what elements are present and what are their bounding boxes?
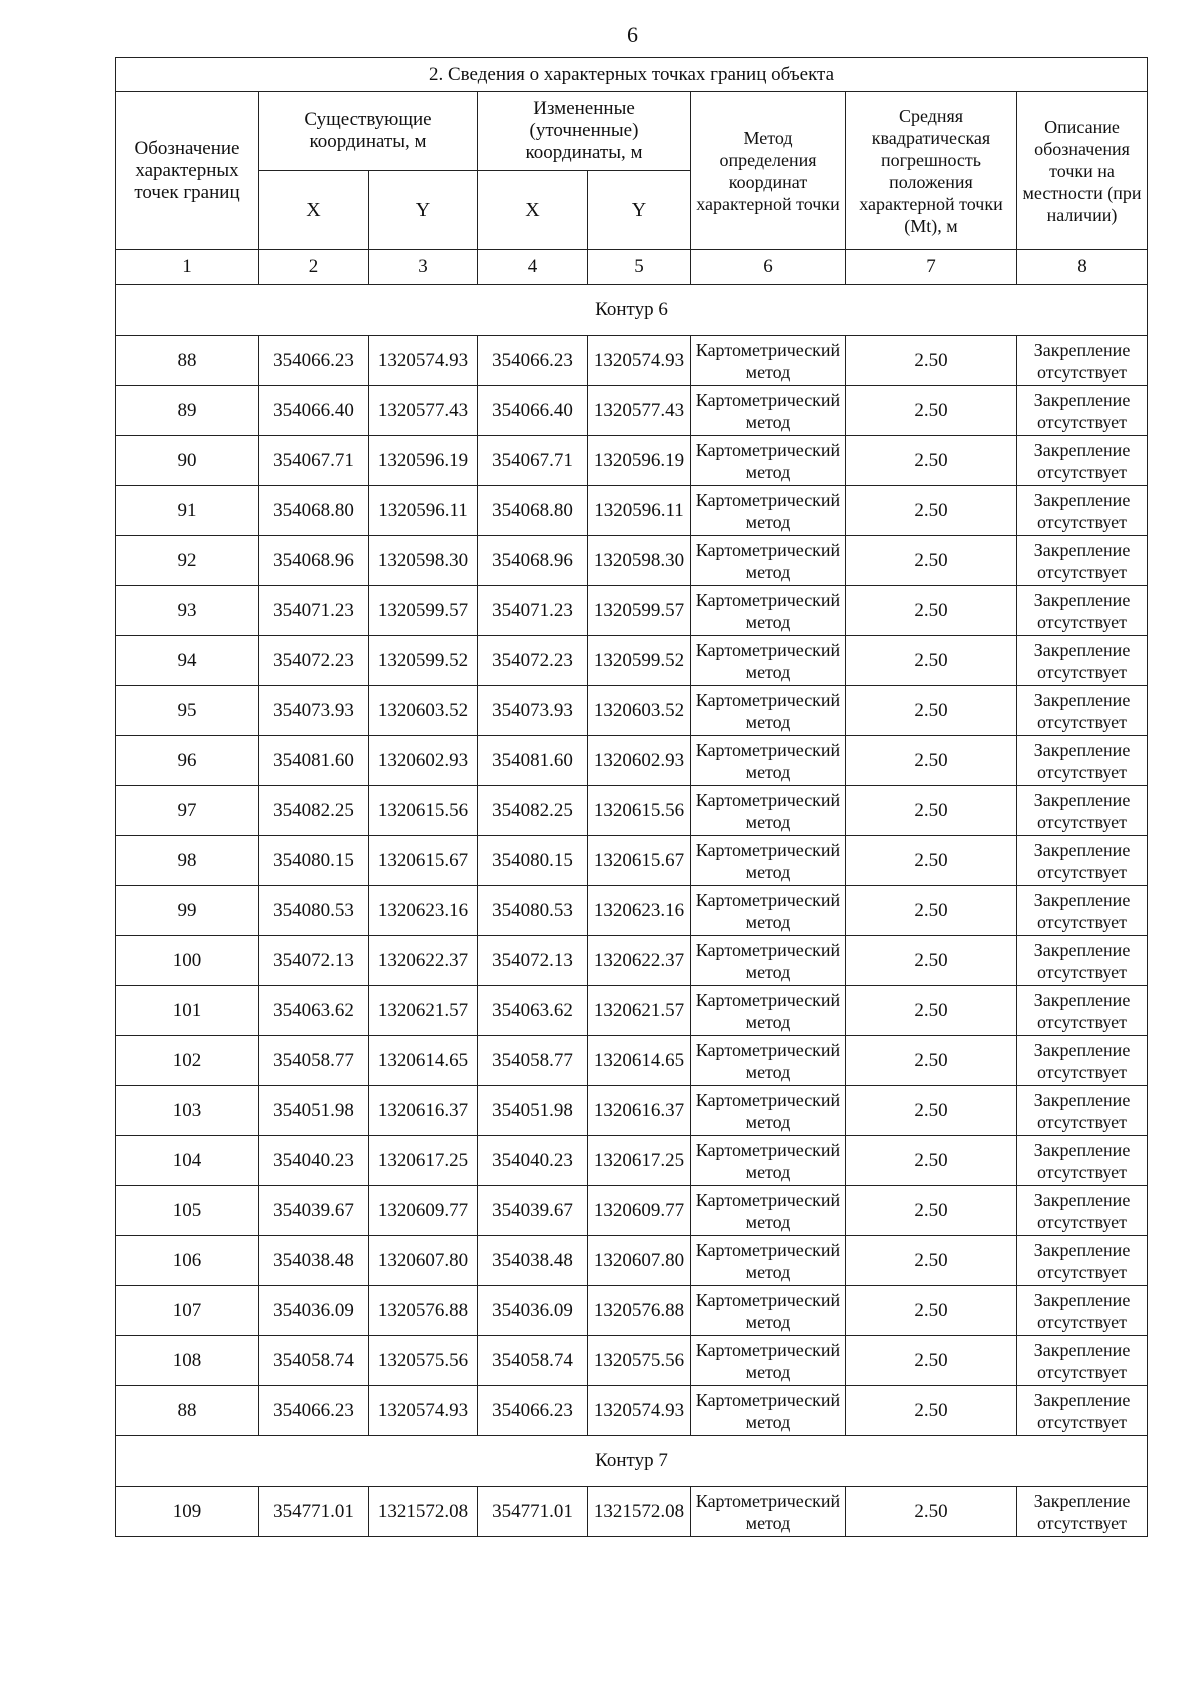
table-row	[116, 836, 1148, 886]
header-description: Описание обозначения точки на местности (при наличии)	[1017, 92, 1148, 250]
existing-y: 1320622.37	[369, 936, 478, 986]
table-row	[116, 1336, 1148, 1386]
table-row	[116, 986, 1148, 1036]
existing-x: 354081.60	[259, 736, 369, 786]
description-cell: Закрепление отсутствует	[1017, 336, 1148, 386]
description-cell: Закрепление отсутствует	[1017, 1186, 1148, 1236]
method-cell: Картометрический метод	[691, 1386, 846, 1436]
existing-x: 354080.15	[259, 836, 369, 886]
table-row	[116, 686, 1148, 736]
changed-x: 354066.23	[478, 336, 588, 386]
changed-x: 354080.15	[478, 836, 588, 886]
point-number: 99	[116, 886, 259, 936]
method-cell: Картометрический метод	[691, 936, 846, 986]
existing-y: 1320596.11	[369, 486, 478, 536]
existing-x: 354068.96	[259, 536, 369, 586]
existing-y: 1320596.19	[369, 436, 478, 486]
point-number: 92	[116, 536, 259, 586]
existing-y: 1320576.88	[369, 1286, 478, 1336]
table-row	[116, 1236, 1148, 1286]
existing-y: 1320615.56	[369, 786, 478, 836]
description-cell: Закрепление отсутствует	[1017, 636, 1148, 686]
method-cell: Картометрический метод	[691, 1487, 846, 1537]
method-cell: Картометрический метод	[691, 786, 846, 836]
changed-x: 354068.96	[478, 536, 588, 586]
header-point-designation: Обозначение характерных точек границ	[116, 92, 259, 250]
method-cell: Картометрический метод	[691, 1036, 846, 1086]
description-cell: Закрепление отсутствует	[1017, 1286, 1148, 1336]
point-number: 105	[116, 1186, 259, 1236]
table-row	[116, 386, 1148, 436]
method-cell: Картометрический метод	[691, 1186, 846, 1236]
method-cell: Картометрический метод	[691, 1286, 846, 1336]
existing-y: 1320603.52	[369, 686, 478, 736]
point-number: 107	[116, 1286, 259, 1336]
existing-x: 354066.40	[259, 386, 369, 436]
changed-x: 354080.53	[478, 886, 588, 936]
existing-y: 1320621.57	[369, 986, 478, 1036]
table-title: 2. Сведения о характерных точках границ объекта	[116, 58, 1148, 92]
description-cell: Закрепление отсутствует	[1017, 1086, 1148, 1136]
point-number: 102	[116, 1036, 259, 1086]
accuracy-cell: 2.50	[846, 1386, 1017, 1436]
method-cell: Картометрический метод	[691, 486, 846, 536]
changed-y: 1320599.57	[588, 586, 691, 636]
column-number: 5	[588, 250, 691, 285]
accuracy-cell: 2.50	[846, 886, 1017, 936]
existing-y: 1320607.80	[369, 1236, 478, 1286]
existing-x: 354068.80	[259, 486, 369, 536]
point-number: 103	[116, 1086, 259, 1136]
description-cell: Закрепление отсутствует	[1017, 1487, 1148, 1537]
table-row	[116, 886, 1148, 936]
existing-x: 354066.23	[259, 1386, 369, 1436]
header-existing-y: Y	[369, 171, 478, 250]
header-existing-coords: Существующие координаты, м	[259, 92, 478, 171]
description-cell: Закрепление отсутствует	[1017, 686, 1148, 736]
existing-x: 354072.23	[259, 636, 369, 686]
column-number: 2	[259, 250, 369, 285]
accuracy-cell: 2.50	[846, 836, 1017, 886]
changed-y: 1320609.77	[588, 1186, 691, 1236]
description-cell: Закрепление отсутствует	[1017, 936, 1148, 986]
existing-x: 354080.53	[259, 886, 369, 936]
changed-x: 354066.40	[478, 386, 588, 436]
accuracy-cell: 2.50	[846, 1336, 1017, 1386]
changed-x: 354058.77	[478, 1036, 588, 1086]
changed-y: 1320576.88	[588, 1286, 691, 1336]
existing-x: 354039.67	[259, 1186, 369, 1236]
table-row	[116, 536, 1148, 586]
accuracy-cell: 2.50	[846, 1286, 1017, 1336]
method-cell: Картометрический метод	[691, 1086, 846, 1136]
description-cell: Закрепление отсутствует	[1017, 1236, 1148, 1286]
changed-y: 1320602.93	[588, 736, 691, 786]
description-cell: Закрепление отсутствует	[1017, 1136, 1148, 1186]
accuracy-cell: 2.50	[846, 686, 1017, 736]
changed-x: 354082.25	[478, 786, 588, 836]
point-number: 94	[116, 636, 259, 686]
accuracy-cell: 2.50	[846, 1086, 1017, 1136]
accuracy-cell: 2.50	[846, 436, 1017, 486]
point-number: 101	[116, 986, 259, 1036]
changed-y: 1320596.19	[588, 436, 691, 486]
existing-y: 1320577.43	[369, 386, 478, 436]
existing-y: 1320602.93	[369, 736, 478, 786]
method-cell: Картометрический метод	[691, 336, 846, 386]
changed-y: 1320615.56	[588, 786, 691, 836]
changed-y: 1320616.37	[588, 1086, 691, 1136]
existing-y: 1320615.67	[369, 836, 478, 886]
changed-y: 1321572.08	[588, 1487, 691, 1537]
existing-y: 1320574.93	[369, 1386, 478, 1436]
changed-y: 1320574.93	[588, 1386, 691, 1436]
coordinates-table	[115, 57, 1148, 1537]
changed-y: 1320623.16	[588, 886, 691, 936]
existing-x: 354072.13	[259, 936, 369, 986]
point-number: 90	[116, 436, 259, 486]
column-number: 3	[369, 250, 478, 285]
existing-x: 354071.23	[259, 586, 369, 636]
table-row	[116, 1086, 1148, 1136]
method-cell: Картометрический метод	[691, 886, 846, 936]
existing-y: 1320599.57	[369, 586, 478, 636]
changed-y: 1320574.93	[588, 336, 691, 386]
description-cell: Закрепление отсутствует	[1017, 1336, 1148, 1386]
method-cell: Картометрический метод	[691, 536, 846, 586]
method-cell: Картометрический метод	[691, 986, 846, 1036]
description-cell: Закрепление отсутствует	[1017, 436, 1148, 486]
header-changed-x: X	[478, 171, 588, 250]
accuracy-cell: 2.50	[846, 1036, 1017, 1086]
changed-x: 354038.48	[478, 1236, 588, 1286]
point-number: 91	[116, 486, 259, 536]
table-row	[116, 1036, 1148, 1086]
method-cell: Картометрический метод	[691, 1136, 846, 1186]
accuracy-cell: 2.50	[846, 536, 1017, 586]
table-row	[116, 1286, 1148, 1336]
accuracy-cell: 2.50	[846, 1136, 1017, 1186]
table-row	[116, 1487, 1148, 1537]
column-number: 4	[478, 250, 588, 285]
method-cell: Картометрический метод	[691, 586, 846, 636]
point-number: 95	[116, 686, 259, 736]
changed-x: 354771.01	[478, 1487, 588, 1537]
table-row	[116, 1386, 1148, 1436]
existing-x: 354063.62	[259, 986, 369, 1036]
point-number: 104	[116, 1136, 259, 1186]
changed-x: 354066.23	[478, 1386, 588, 1436]
changed-y: 1320603.52	[588, 686, 691, 736]
changed-y: 1320617.25	[588, 1136, 691, 1186]
table-row	[116, 1136, 1148, 1186]
description-cell: Закрепление отсутствует	[1017, 536, 1148, 586]
header-method: Метод определения координат характерной точки	[691, 92, 846, 250]
point-number: 100	[116, 936, 259, 986]
changed-x: 354067.71	[478, 436, 588, 486]
changed-x: 354068.80	[478, 486, 588, 536]
header-changed-coords: Измененные (уточненные) координаты, м	[478, 92, 691, 171]
point-number: 88	[116, 1386, 259, 1436]
changed-x: 354058.74	[478, 1336, 588, 1386]
accuracy-cell: 2.50	[846, 1236, 1017, 1286]
existing-x: 354771.01	[259, 1487, 369, 1537]
description-cell: Закрепление отсутствует	[1017, 986, 1148, 1036]
changed-x: 354072.13	[478, 936, 588, 986]
contour-title: Контур 6	[116, 285, 1148, 336]
changed-x: 354036.09	[478, 1286, 588, 1336]
table-row	[116, 786, 1148, 836]
contour-title: Контур 7	[116, 1436, 1148, 1487]
method-cell: Картометрический метод	[691, 1236, 846, 1286]
changed-y: 1320614.65	[588, 1036, 691, 1086]
method-cell: Картометрический метод	[691, 736, 846, 786]
method-cell: Картометрический метод	[691, 386, 846, 436]
description-cell: Закрепление отсутствует	[1017, 1386, 1148, 1436]
accuracy-cell: 2.50	[846, 586, 1017, 636]
existing-y: 1320614.65	[369, 1036, 478, 1086]
changed-y: 1320577.43	[588, 386, 691, 436]
table-row	[116, 486, 1148, 536]
description-cell: Закрепление отсутствует	[1017, 886, 1148, 936]
table-row	[116, 586, 1148, 636]
accuracy-cell: 2.50	[846, 486, 1017, 536]
existing-x: 354038.48	[259, 1236, 369, 1286]
method-cell: Картометрический метод	[691, 1336, 846, 1386]
changed-y: 1320607.80	[588, 1236, 691, 1286]
changed-x: 354040.23	[478, 1136, 588, 1186]
accuracy-cell: 2.50	[846, 786, 1017, 836]
table-row	[116, 336, 1148, 386]
existing-y: 1320617.25	[369, 1136, 478, 1186]
changed-y: 1320621.57	[588, 986, 691, 1036]
point-number: 97	[116, 786, 259, 836]
table-row	[116, 936, 1148, 986]
point-number: 106	[116, 1236, 259, 1286]
existing-y: 1320609.77	[369, 1186, 478, 1236]
point-number: 93	[116, 586, 259, 636]
column-number: 1	[116, 250, 259, 285]
changed-y: 1320599.52	[588, 636, 691, 686]
existing-x: 354036.09	[259, 1286, 369, 1336]
changed-y: 1320622.37	[588, 936, 691, 986]
page-number: 6	[627, 22, 638, 47]
existing-x: 354040.23	[259, 1136, 369, 1186]
description-cell: Закрепление отсутствует	[1017, 786, 1148, 836]
header-changed-y: Y	[588, 171, 691, 250]
existing-y: 1321572.08	[369, 1487, 478, 1537]
point-number: 96	[116, 736, 259, 786]
changed-x: 354039.67	[478, 1186, 588, 1236]
accuracy-cell: 2.50	[846, 1487, 1017, 1537]
column-number: 7	[846, 250, 1017, 285]
method-cell: Картометрический метод	[691, 436, 846, 486]
accuracy-cell: 2.50	[846, 1186, 1017, 1236]
header-accuracy: Средняя квадратическая погрешность положения характерной точки (Mt), м	[846, 92, 1017, 250]
changed-y: 1320596.11	[588, 486, 691, 536]
changed-x: 354072.23	[478, 636, 588, 686]
changed-y: 1320575.56	[588, 1336, 691, 1386]
existing-x: 354067.71	[259, 436, 369, 486]
existing-x: 354058.77	[259, 1036, 369, 1086]
existing-x: 354058.74	[259, 1336, 369, 1386]
accuracy-cell: 2.50	[846, 336, 1017, 386]
existing-x: 354073.93	[259, 686, 369, 736]
existing-y: 1320616.37	[369, 1086, 478, 1136]
point-number: 89	[116, 386, 259, 436]
existing-x: 354066.23	[259, 336, 369, 386]
point-number: 108	[116, 1336, 259, 1386]
existing-y: 1320575.56	[369, 1336, 478, 1386]
changed-y: 1320598.30	[588, 536, 691, 586]
description-cell: Закрепление отсутствует	[1017, 386, 1148, 436]
description-cell: Закрепление отсутствует	[1017, 836, 1148, 886]
accuracy-cell: 2.50	[846, 936, 1017, 986]
existing-y: 1320598.30	[369, 536, 478, 586]
method-cell: Картометрический метод	[691, 636, 846, 686]
description-cell: Закрепление отсутствует	[1017, 586, 1148, 636]
existing-y: 1320623.16	[369, 886, 478, 936]
column-number: 6	[691, 250, 846, 285]
accuracy-cell: 2.50	[846, 736, 1017, 786]
changed-x: 354081.60	[478, 736, 588, 786]
table-row	[116, 636, 1148, 686]
column-number: 8	[1017, 250, 1148, 285]
changed-x: 354073.93	[478, 686, 588, 736]
accuracy-cell: 2.50	[846, 986, 1017, 1036]
existing-y: 1320574.93	[369, 336, 478, 386]
description-cell: Закрепление отсутствует	[1017, 1036, 1148, 1086]
contour-header-row	[116, 1436, 1148, 1487]
description-cell: Закрепление отсутствует	[1017, 736, 1148, 786]
changed-x: 354063.62	[478, 986, 588, 1036]
method-cell: Картометрический метод	[691, 836, 846, 886]
point-number: 109	[116, 1487, 259, 1537]
point-number: 88	[116, 336, 259, 386]
method-cell: Картометрический метод	[691, 686, 846, 736]
existing-x: 354051.98	[259, 1086, 369, 1136]
changed-y: 1320615.67	[588, 836, 691, 886]
accuracy-cell: 2.50	[846, 636, 1017, 686]
accuracy-cell: 2.50	[846, 386, 1017, 436]
changed-x: 354071.23	[478, 586, 588, 636]
table-row	[116, 436, 1148, 486]
header-existing-x: X	[259, 171, 369, 250]
table-row	[116, 736, 1148, 786]
contour-header-row	[116, 285, 1148, 336]
point-number: 98	[116, 836, 259, 886]
column-number-row	[116, 250, 1148, 285]
existing-y: 1320599.52	[369, 636, 478, 686]
changed-x: 354051.98	[478, 1086, 588, 1136]
description-cell: Закрепление отсутствует	[1017, 486, 1148, 536]
existing-x: 354082.25	[259, 786, 369, 836]
table-row	[116, 1186, 1148, 1236]
